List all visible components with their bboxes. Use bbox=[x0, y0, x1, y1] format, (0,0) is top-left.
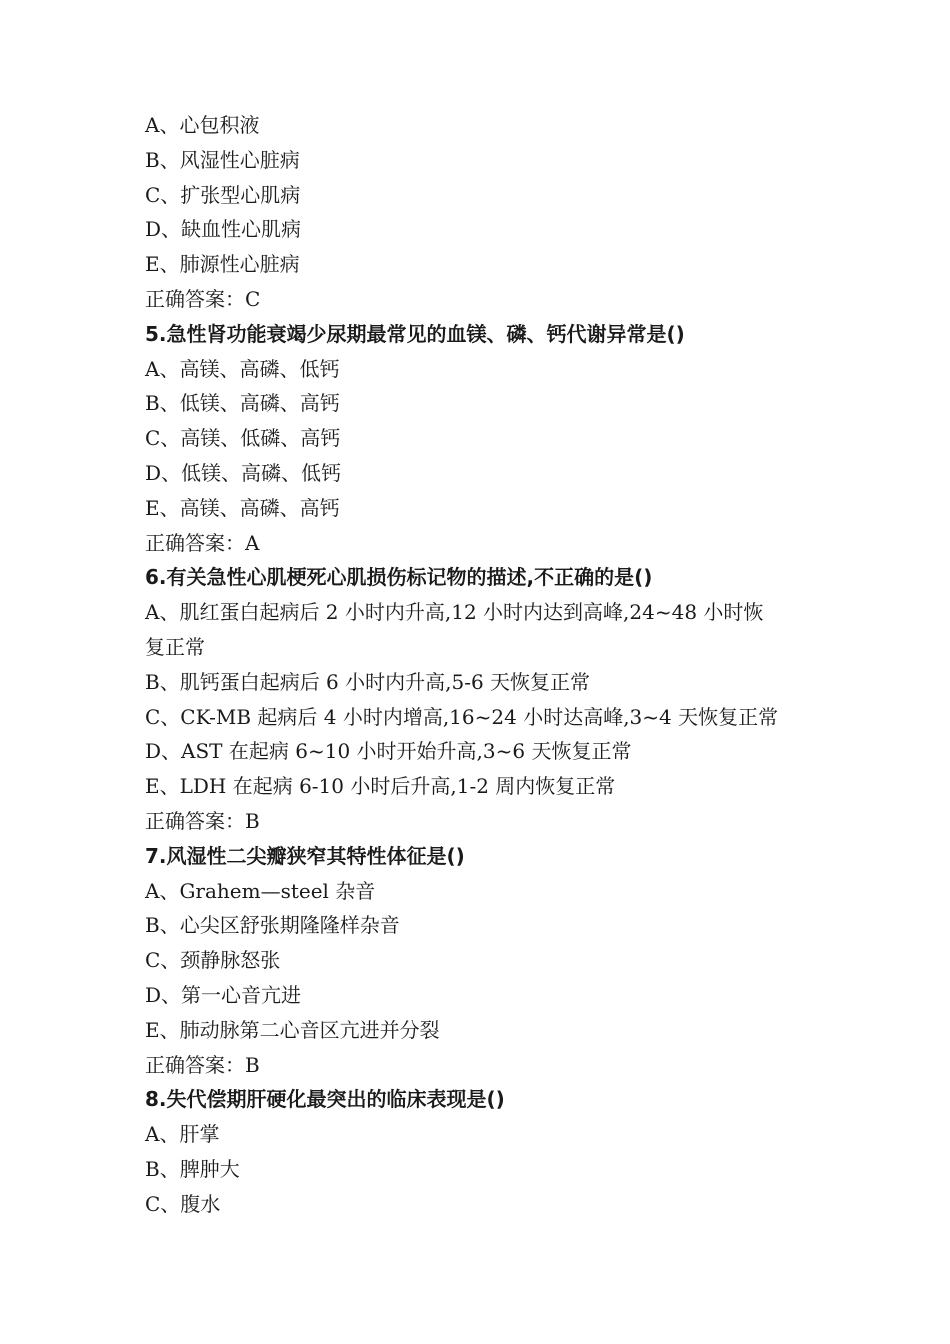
answer-option: 复正常 bbox=[145, 634, 205, 659]
question-text: 7.风湿性二尖瓣狭窄其特性体征是() bbox=[145, 843, 465, 868]
answer-option: E、LDH 在起病 6-10 小时后升高,1-2 周内恢复正常 bbox=[145, 774, 616, 799]
answer-option: A、肝掌 bbox=[145, 1122, 220, 1147]
answer-option: A、高镁、高磷、低钙 bbox=[145, 356, 340, 381]
answer-option: C、腹水 bbox=[145, 1191, 221, 1216]
answer-option: B、脾肿大 bbox=[145, 1156, 240, 1181]
answer-option: A、心包积液 bbox=[145, 113, 260, 137]
question-text: 8.失代偿期肝硬化最突出的临床表现是() bbox=[145, 1087, 505, 1112]
answer-option: E、高镁、高磷、高钙 bbox=[145, 495, 340, 520]
answer-option: A、Grahem—steel 杂音 bbox=[145, 878, 376, 903]
answer-option: B、风湿性心脏病 bbox=[145, 147, 300, 172]
answer-option: D、第一心音亢进 bbox=[145, 982, 302, 1007]
correct-answer: 正确答案：A bbox=[145, 530, 260, 555]
correct-answer: 正确答案：B bbox=[145, 808, 260, 833]
answer-option: C、高镁、低磷、高钙 bbox=[145, 426, 341, 451]
answer-option: B、低镁、高磷、高钙 bbox=[145, 391, 340, 416]
document-body bbox=[145, 108, 845, 1222]
answer-option: D、低镁、高磷、低钙 bbox=[145, 460, 342, 485]
answer-option: E、肺动脉第二心音区亢进并分裂 bbox=[145, 1017, 440, 1042]
answer-option: D、缺血性心肌病 bbox=[145, 217, 302, 242]
answer-option: A、肌红蛋白起病后 2 小时内升高,12 小时内达到高峰,24~48 小时恢 bbox=[145, 600, 764, 625]
answer-option: B、肌钙蛋白起病后 6 小时内升高,5-6 天恢复正常 bbox=[145, 669, 591, 694]
answer-option: C、CK-MB 起病后 4 小时内增高,16~24 小时达高峰,3~4 天恢复正常 bbox=[145, 704, 779, 729]
answer-option: D、AST 在起病 6~10 小时开始升高,3~6 天恢复正常 bbox=[145, 739, 632, 764]
answer-option: C、颈静脉怒张 bbox=[145, 948, 281, 973]
answer-option: B、心尖区舒张期隆隆样杂音 bbox=[145, 913, 400, 938]
correct-answer: 正确答案：C bbox=[145, 286, 261, 311]
answer-option: E、肺源性心脏病 bbox=[145, 252, 300, 277]
question-text: 5.急性肾功能衰竭少尿期最常见的血镁、磷、钙代谢异常是() bbox=[145, 321, 685, 346]
answer-option: C、扩张型心肌病 bbox=[145, 182, 301, 207]
question-text: 6.有关急性心肌梗死心肌损伤标记物的描述,不正确的是() bbox=[145, 565, 653, 590]
correct-answer: 正确答案：B bbox=[145, 1052, 260, 1077]
